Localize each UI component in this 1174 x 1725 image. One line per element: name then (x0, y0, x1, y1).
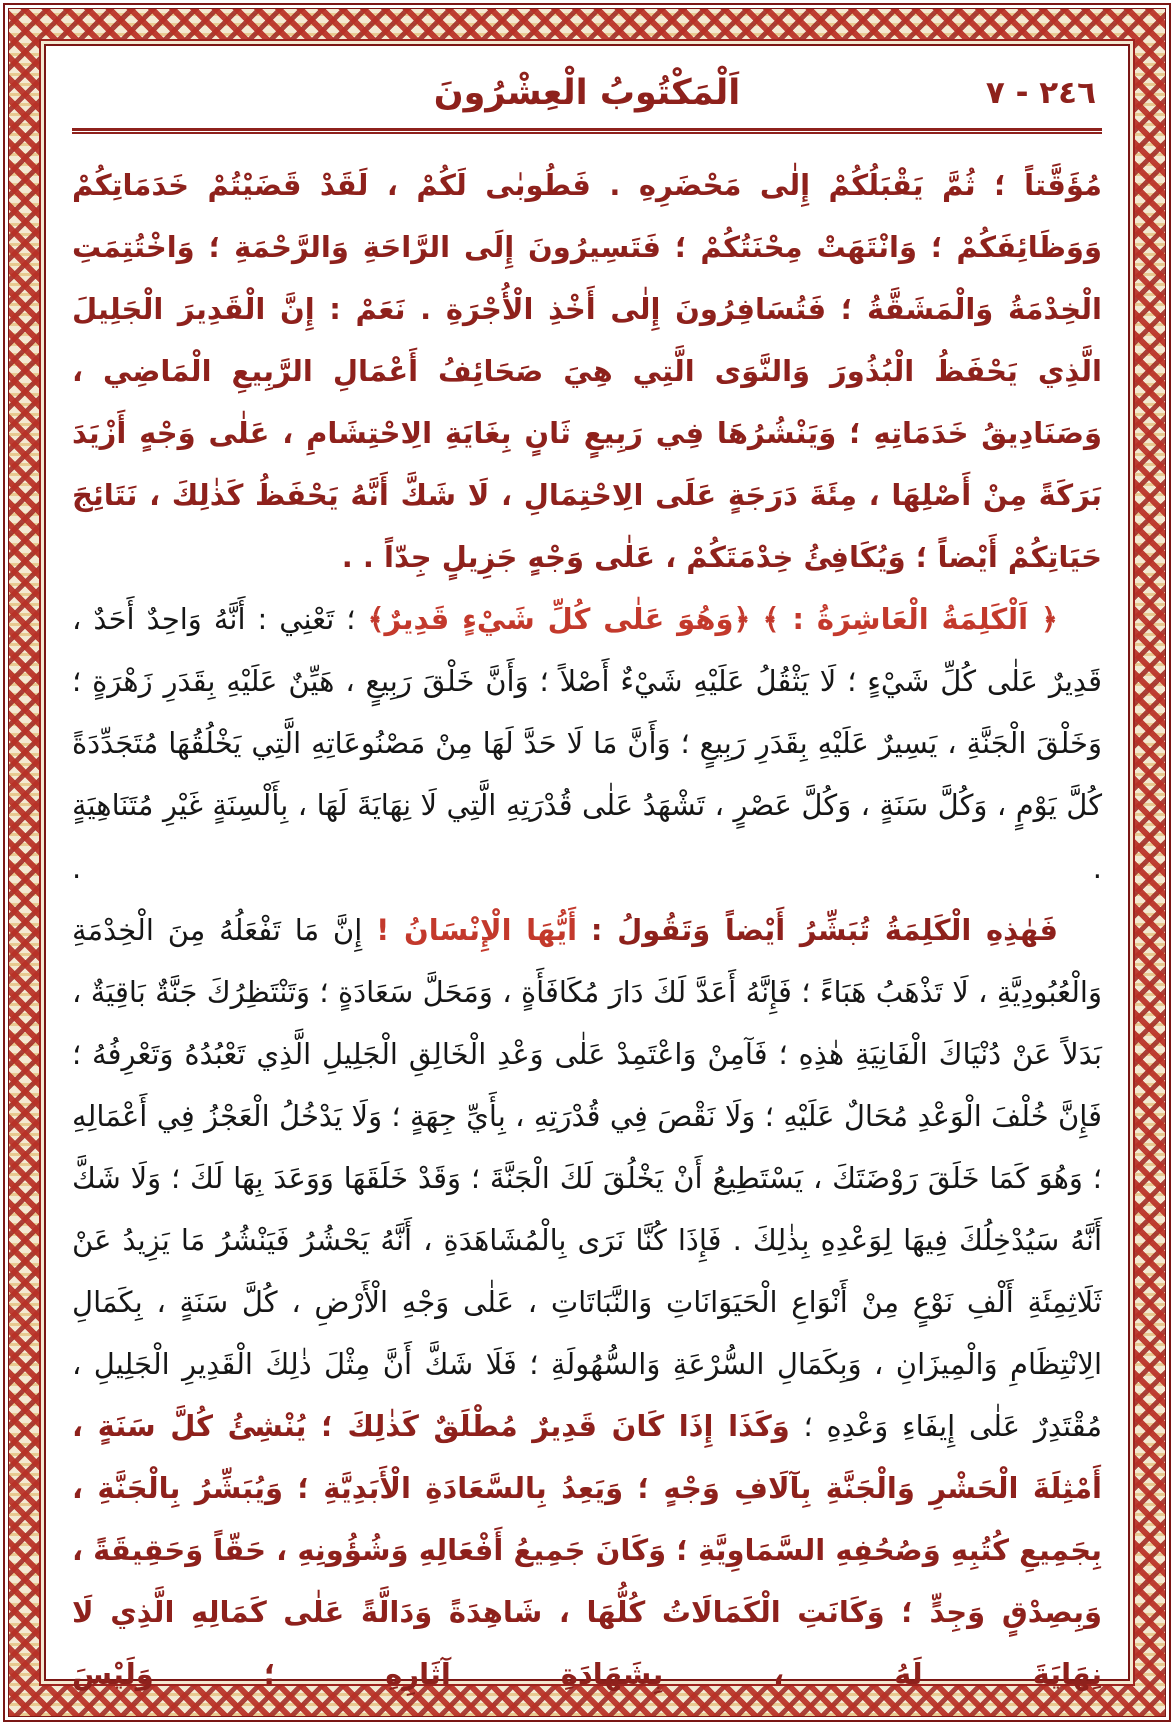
page-content-area (44, 44, 1130, 1692)
page-title: اَلْمَكْتُوبُ الْعِشْرُونَ (433, 73, 741, 113)
tenth-word-explanation: ؛ تَعْنِي : أَنَّهُ وَاحِدٌ أَحَدٌ ، قَدِيرٌ عَلٰى كُلِّ شَيْءٍ ؛ لَا يَثْقُلُ عَلَيْهِ شَيْءٌ أَصْلاً ؛ وَأَنَّ خَلْقَ رَبِيعٍ ، هَيِّنٌ عَلَيْهِ بِقَدَرِ زَهْرَةٍ ؛ وَخَلْقَ الْجَنَّةِ ، يَسِيرٌ عَلَيْهِ بِقَدَرِ رَبِيعٍ ؛ وَأَنَّ مَا لَا حَدَّ لَهَا مِنْ مَصْنُوعَاتِهِ الَّتِي يَخْلُقُهَا مُتَجَدِّدَةً كُلَّ يَوْمٍ ، وَكُلَّ سَنَةٍ ، وَكُلَّ عَصْرٍ ، تَشْهَدُ عَلٰى قُدْرَتِهِ الَّتِي لَا نِهَايَةَ لَهَا ، بِأَلْسِنَةٍ غَيْرِ مُتَنَاهِيَةٍ . . (72, 602, 1102, 885)
glad-tidings-body: إِنَّ مَا تَفْعَلُهُ مِنَ الْخِدْمَةِ وَالْعُبُودِيَّةِ ، لَا تَذْهَبُ هَبَاءً ؛ فَإِنَّهُ أَعَدَّ لَكَ دَارَ مُكَافَأَةٍ ، وَمَحَلَّ سَعَادَةٍ ؛ وَتَنْتَظِرُكَ جَنَّةٌ بَاقِيَةٌ ، بَدَلاً عَنْ دُنْيَاكَ الْفَانِيَةِ هٰذِهِ ؛ فَآمِنْ وَاعْتَمِدْ عَلٰى وَعْدِ الْخَالِقِ الْجَلِيلِ الَّذِي تَعْبُدُهُ وَتَعْرِفُهُ ؛ فَإِنَّ خُلْفَ الْوَعْدِ مُحَالٌ عَلَيْهِ ؛ وَلَا نَقْصَ فِي قُدْرَتِهِ ، بِأَيِّ جِهَةٍ ؛ وَلَا يَدْخُلُ الْعَجْزُ فِي أَعْمَالِهِ ؛ وَهُوَ كَمَا خَلَقَ رَوْضَتَكَ ، يَسْتَطِيعُ أَنْ يَخْلُقَ لَكَ الْجَنَّةَ ؛ وَقَدْ خَلَقَهَا وَوَعَدَ بِهَا لَكَ ؛ وَلَا شَكَّ أَنَّهُ سَيُدْخِلُكَ فِيهَا لِوَعْدِهِ بِذٰلِكَ . فَإِذَا كُنَّا نَرَى بِالْمُشَاهَدَةِ ، أَنَّهُ يَحْشُرُ فَيَنْشُرُ مَا يَزِيدُ عَنْ ثَلَاثِمِئَةِ أَلْفِ نَوْعٍ مِنْ أَنْوَاعِ الْحَيَوَانَاتِ وَالنَّبَاتَاتِ ، عَلٰى وَجْهِ الْأَرْضِ ، كُلَّ سَنَةٍ ، بِكَمَالِ الِانْتِظَامِ وَالْمِيزَانِ ، وَبِكَمَالِ السُّرْعَةِ وَالسُّهُولَةِ ؛ فَلَا شَكَّ أَنَّ مِثْلَ ذٰلِكَ الْقَدِيرِ الْجَلِيلِ ، مُقْتَدِرٌ عَلٰى إِيفَاءِ وَعْدِهِ ؛ (72, 912, 1103, 1443)
header-divider-rule (72, 128, 1102, 134)
page-number: ٢٤٦ - ٧ (985, 75, 1096, 111)
glad-tidings-closing: وَكَذَا إِذَا كَانَ قَدِيرٌ مُطْلَقٌ كَذٰلِكَ ؛ يُنْشِئُ كُلَّ سَنَةٍ ، أَمْثِلَةَ الْحَشْرِ وَالْجَنَّةِ بِآلَافِ وَجْهٍ ؛ وَيَعِدُ بِالسَّعَادَةِ الْأَبَدِيَّةِ ؛ وَيُبَشِّرُ بِالْجَنَّةِ ، بِجَمِيعِ كُتُبِهِ وَصُحُفِهِ السَّمَاوِيَّةِ ؛ وَكَانَ جَمِيعُ أَفْعَالِهِ وَشُؤُونِهِ ، حَقّاً وَحَقِيقَةً ، وَبِصِدْقٍ وَجِدٍّ ؛ وَكَانَتِ الْكَمَالَاتُ كُلُّهَا ، شَاهِدَةً وَدَالَّةً عَلٰى كَمَالِهِ الَّذِي لَا نِهَايَةَ لَهُ ، بِشَهَادَةِ آثَارِهِ ؛ وَلَيْسَ (72, 1408, 1102, 1692)
section-heading-tenth-word: ﴿ اَلْكَلِمَةُ الْعَاشِرَةُ : ﴾ (762, 602, 1058, 637)
paragraph-continuation: مُؤَقَّتاً ؛ ثُمَّ يَقْبَلُكُمْ إِلٰى مَحْضَرِهِ . فَطُوبٰى لَكُمْ ، لَقَدْ قَضَيْتُمْ خَدَمَاتِكُمْ وَوَظَائِفَكُمْ ؛ وَانْتَهَتْ مِحْنَتُكُمْ ؛ فَتَسِيرُونَ إِلَى الرَّاحَةِ وَالرَّحْمَةِ ؛ وَاخْتُتِمَتِ الْخِدْمَةُ وَالْمَشَقَّةُ ؛ فَتُسَافِرُونَ إِلٰى أَخْذِ الْأُجْرَةِ . نَعَمْ : إِنَّ الْقَدِيرَ الْجَلِيلَ الَّذِي يَحْفَظُ الْبُذُورَ وَالنَّوَى الَّتِي هِيَ صَحَائِفُ أَعْمَالِ الرَّبِيعِ الْمَاضِي ، وَصَنَادِيقُ خَدَمَاتِهِ ؛ وَيَنْشُرُهَا فِي رَبِيعٍ ثَانٍ بِغَايَةِ الِاحْتِشَامِ ، عَلٰى وَجْهٍ أَزْيَدَ بَرَكَةً مِنْ أَصْلِهَا ، مِئَةَ دَرَجَةٍ عَلَى الِاحْتِمَالِ ، لَا شَكَّ أَنَّهُ يَحْفَظُ كَذٰلِكَ ، نَتَائِجَ حَيَاتِكُمْ أَيْضاً ؛ وَيُكَافِئُ خِدْمَتَكُمْ ، عَلٰى وَجْهٍ جَزِيلٍ جِدّاً . . (72, 168, 1102, 575)
page-header (70, 62, 1104, 124)
quran-verse: ﴿وَهُوَ عَلٰى كُلِّ شَيْءٍ قَدِيرٌ﴾ (367, 602, 751, 637)
address-o-man: أَيُّهَا الْإِنْسَانُ ! (376, 912, 578, 947)
body-text (72, 154, 1102, 1705)
glad-tidings-intro: فَهٰذِهِ الْكَلِمَةُ تُبَشِّرُ أَيْضاً وَتَقُولُ : (590, 912, 1059, 947)
paragraph-tenth-word (72, 588, 1102, 898)
paragraph-glad-tidings (72, 899, 1102, 1706)
